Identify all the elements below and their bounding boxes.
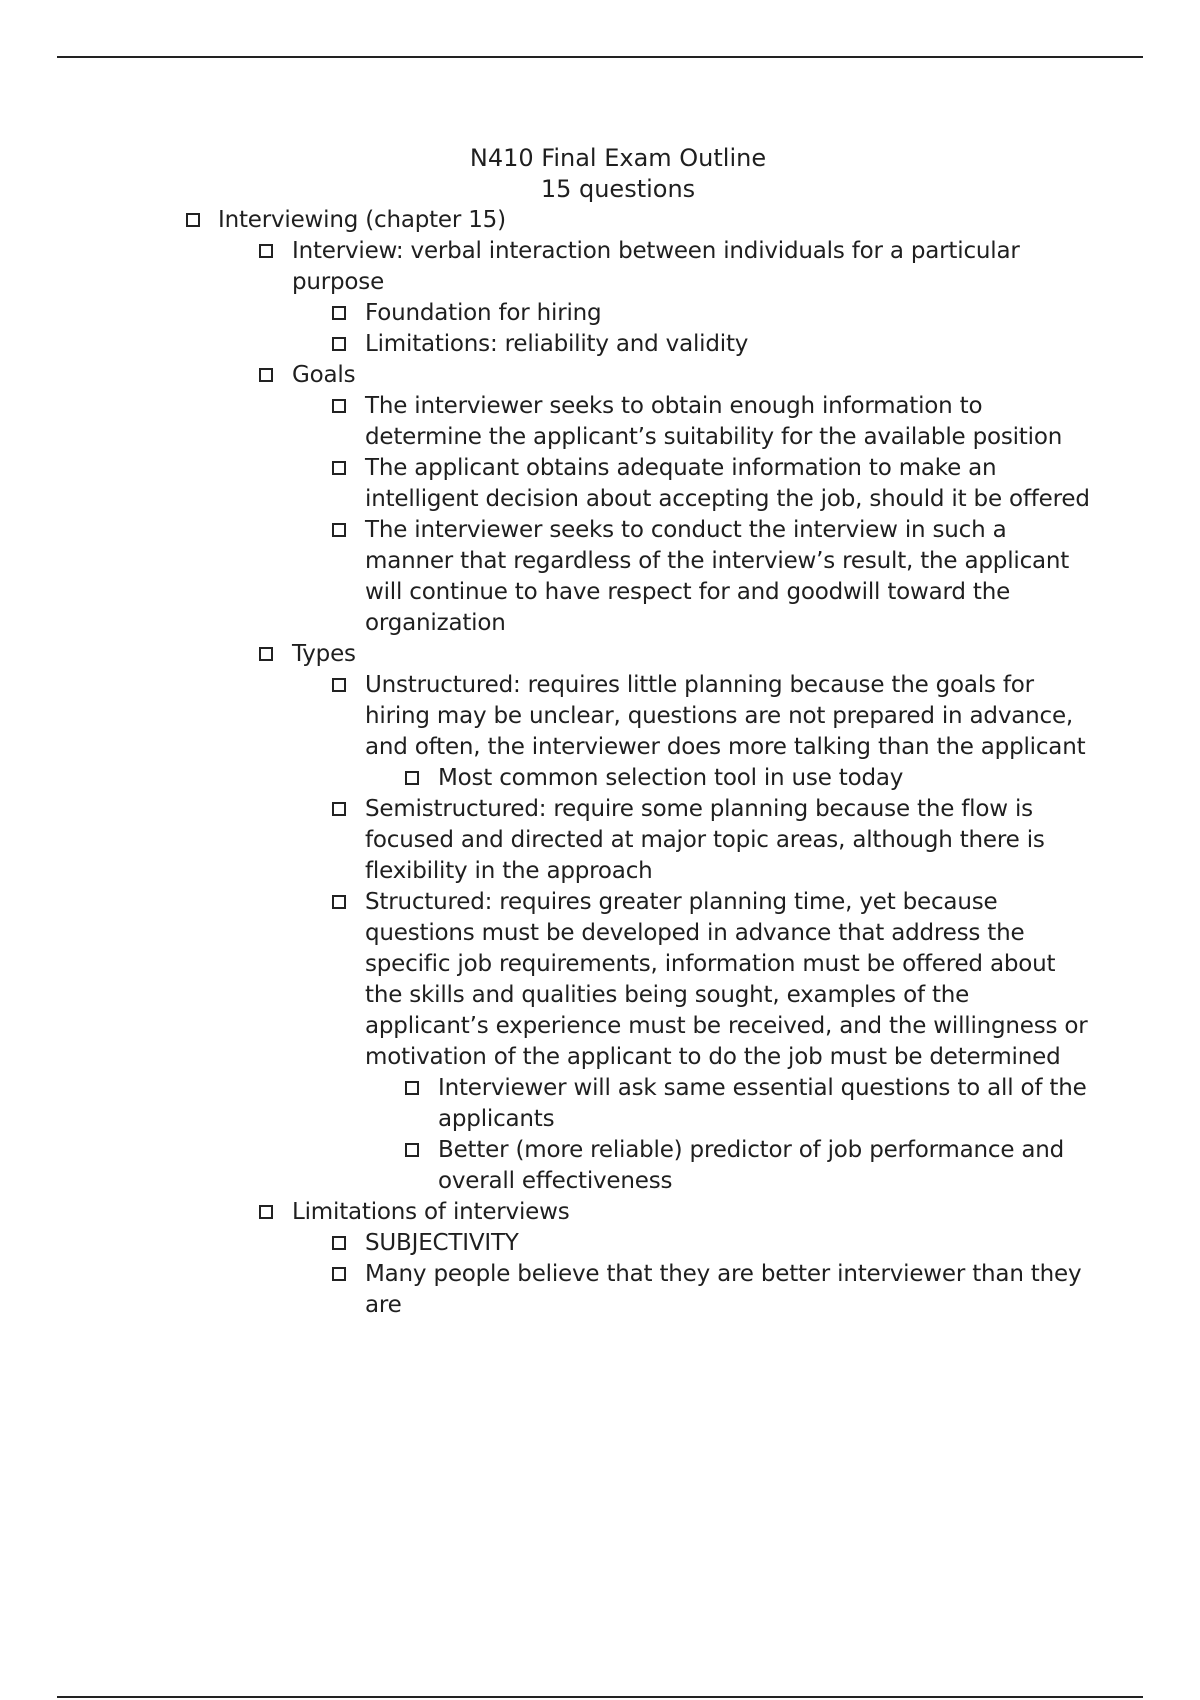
checkbox-icon[interactable] [332,337,346,351]
outline-item [0,236,1082,298]
checkbox-icon[interactable] [405,1143,419,1157]
outline-list [0,205,1200,1321]
outline-item-text: The interviewer seeks to conduct the interview in such a manner that regardless of the interview’s result, the applicant will continue to have respect for and goodwill toward the organization [365,517,1070,636]
checkbox-icon[interactable] [259,647,273,661]
outline-item [0,1197,1082,1228]
outline-item [0,639,1082,670]
outline-item [0,205,1200,236]
checkbox-icon[interactable] [259,368,273,382]
outline-item-text: The interviewer seeks to obtain enough information to determine the applicant’s suitability for the available position [365,393,1063,450]
top-rule [57,56,1143,58]
checkbox-icon[interactable] [405,1081,419,1095]
outline-item-text: Limitations: reliability and validity [365,331,749,357]
checkbox-icon[interactable] [332,895,346,909]
outline-item [0,887,1095,1073]
bottom-rule [57,1696,1143,1698]
outline-item [0,1259,1095,1321]
outline-item [0,1073,1098,1135]
outline-item-text: Goals [292,362,356,388]
checkbox-icon[interactable] [332,461,346,475]
checkbox-icon[interactable] [332,1267,346,1281]
outline-item-text: Types [292,641,356,667]
checkbox-icon[interactable] [332,306,346,320]
checkbox-icon[interactable] [332,678,346,692]
title-block [0,143,1200,205]
outline-item [0,794,1095,887]
outline-item-text: Many people believe that they are better interviewer than they are [365,1261,1082,1318]
outline-item [0,515,1095,639]
outline-item-text: The applicant obtains adequate information to make an intelligent decision about accepting the job, should it be offered [365,455,1090,512]
outline-item-text: Semistructured: require some planning because the flow is focused and directed at major topic areas, although there is flexibility in the approach [365,796,1045,884]
outline-item-text: Most common selection tool in use today [438,765,904,791]
outline-item [0,1228,1095,1259]
outline-item [0,391,1095,453]
checkbox-icon[interactable] [259,1205,273,1219]
outline-item-text: Structured: requires greater planning time, yet because questions must be developed in advance that address the specific job requirements, information must be offered about the skills and qualities being sought, examples of the applicant’s experience must be received, and the willingness or motivation of the applicant to do the job must be determined [365,889,1088,1070]
checkbox-icon[interactable] [186,213,200,227]
checkbox-icon[interactable] [332,399,346,413]
outline-item-text: Limitations of interviews [292,1199,570,1225]
outline-item-text: SUBJECTIVITY [365,1230,519,1256]
outline-item [0,763,1098,794]
outline-item [0,360,1082,391]
outline-item-text: Unstructured: requires little planning because the goals for hiring may be unclear, questions are not prepared in advance, and often, the interviewer does more talking than the applicant [365,672,1086,760]
outline-item-text: Better (more reliable) predictor of job performance and overall effectiveness [438,1137,1065,1194]
outline-item-text: Interview: verbal interaction between individuals for a particular purpose [292,238,1020,295]
checkbox-icon[interactable] [405,771,419,785]
outline-item-text: Interviewer will ask same essential questions to all of the applicants [438,1075,1087,1132]
page-subtitle: 15 questions [540,175,696,203]
outline-item [0,1135,1098,1197]
checkbox-icon[interactable] [259,244,273,258]
outline-item [0,670,1095,763]
page-title: N410 Final Exam Outline [469,144,767,172]
checkbox-icon[interactable] [332,802,346,816]
outline-item [0,329,1095,360]
outline-item [0,298,1095,329]
outline-item-text: Foundation for hiring [365,300,602,326]
outline-item-text: Interviewing (chapter 15) [218,207,506,233]
checkbox-icon[interactable] [332,523,346,537]
outline-item [0,453,1095,515]
checkbox-icon[interactable] [332,1236,346,1250]
